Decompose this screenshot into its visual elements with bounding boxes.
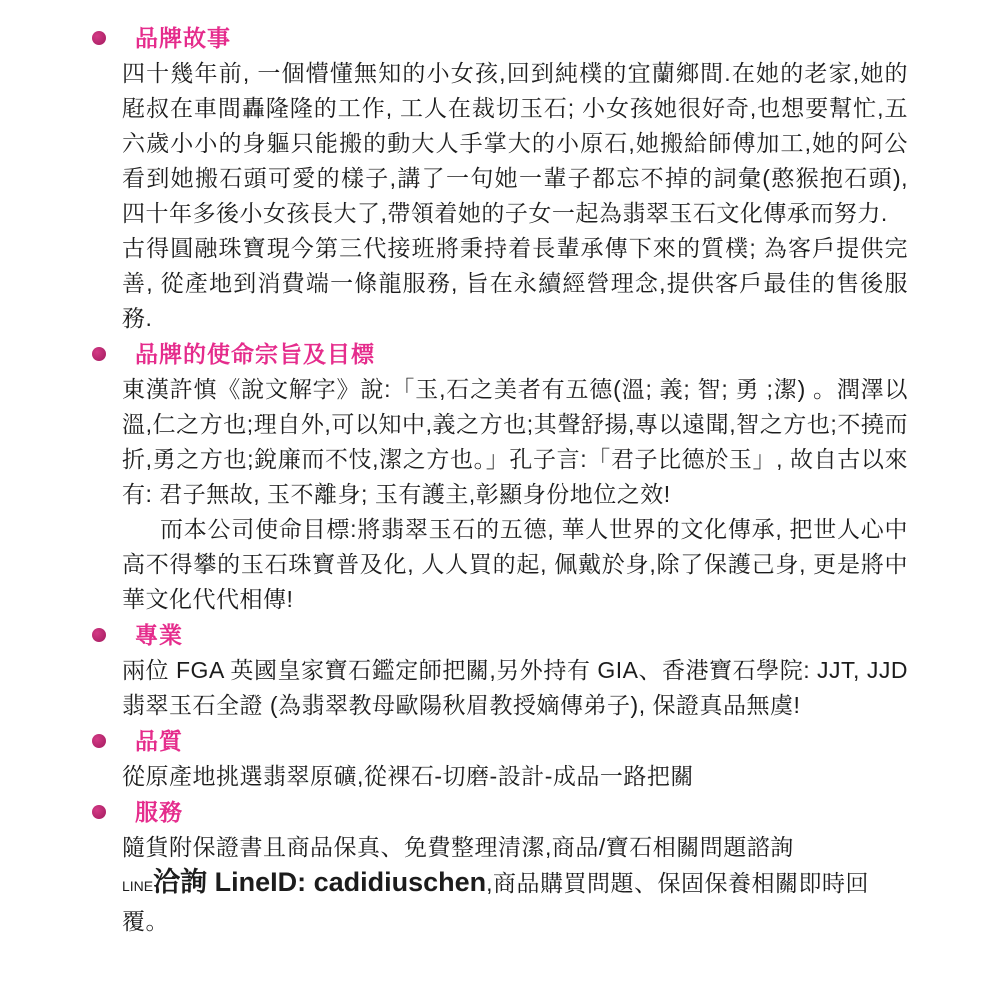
section-quality	[92, 723, 910, 794]
section-heading-professional: 專業	[135, 622, 183, 648]
section-heading-brand-story: 品牌故事	[135, 25, 231, 51]
paragraph: 兩位 FGA 英國皇家寶石鑑定師把關,另外持有 GIA、香港寶石學院: JJT, JJD 翡翠玉石全證 (為翡翠教母歐陽秋眉教授嫡傳弟子), 保證真品無虞!	[122, 657, 908, 718]
heading-row	[92, 20, 910, 56]
line-label: LINE	[122, 878, 154, 894]
paragraph: 隨貨附保證書且商品保真、免費整理清潔,商品/寶石相關問題諮詢	[122, 834, 794, 860]
section-brand-story	[92, 20, 910, 336]
line-contact-row	[122, 865, 908, 939]
section-body	[122, 56, 908, 336]
paragraph: 從原產地挑選翡翠原礦,從裸石-切磨-設計-成品一路把關	[122, 763, 694, 789]
section-service	[92, 794, 910, 939]
section-body	[122, 759, 908, 794]
section-professional	[92, 617, 910, 723]
section-mission	[92, 336, 910, 617]
paragraph: 古得圓融珠寶現今第三代接班將秉持着長輩承傳下來的質樸; 為客戶提供完善, 從產地到消費端一條龍服務, 旨在永續經營理念,提供客戶最佳的售後服務.	[122, 235, 908, 331]
heading-row	[92, 794, 910, 830]
section-heading-service: 服務	[135, 799, 183, 825]
heading-row	[92, 723, 910, 759]
line-id-text: 洽詢 LineID: cadidiuschen	[153, 867, 487, 897]
bullet-icon	[92, 734, 106, 748]
paragraph: 四十幾年前, 一個懵懂無知的小女孩,回到純樸的宜蘭鄉間.在她的老家,她的屘叔在車間轟隆隆的工作, 工人在裁切玉石; 小女孩她很好奇,也想要幫忙,五六歲小小的身軀只能搬的動大人手掌大的小原石,她搬給師傅加工,她的阿公看到她搬石頭可愛的樣子,講了一句她一輩子都忘不掉的詞彙(憨猴抱石頭), 四十年多後小女孩長大了,帶領着她的子女一起為翡翠玉石文化傳承而努力.	[122, 60, 908, 226]
section-body	[122, 372, 908, 617]
heading-row	[92, 617, 910, 653]
section-body	[122, 830, 908, 939]
section-heading-quality: 品質	[135, 728, 183, 754]
bullet-icon	[92, 31, 106, 45]
bullet-icon	[92, 347, 106, 361]
contact-note: ,商品購買問題、保固保養相關即時回覆。	[122, 870, 870, 934]
bullet-icon	[92, 805, 106, 819]
heading-row	[92, 336, 910, 372]
paragraph: 東漢許慎《說文解字》說:「玉,石之美者有五德(溫; 義; 智; 勇 ;潔) 。潤澤以溫,仁之方也;理自外,可以知中,義之方也;其聲舒揚,專以遠聞,智之方也;不撓而折,勇之方也;銳廉而不忮,潔之方也。」孔子言:「君子比德於玉」, 故自古以來有: 君子無故, 玉不離身; 玉有護主,彰顯身份地位之效!	[122, 376, 908, 507]
bullet-icon	[92, 628, 106, 642]
paragraph: 而本公司使命目標:將翡翠玉石的五德, 華人世界的文化傳承, 把世人心中高不得攀的玉石珠寶普及化, 人人買的起, 佩戴於身,除了保護己身, 更是將中華文化代代相傳!	[122, 516, 908, 612]
section-body	[122, 653, 908, 723]
section-heading-mission: 品牌的使命宗旨及目標	[135, 341, 375, 367]
